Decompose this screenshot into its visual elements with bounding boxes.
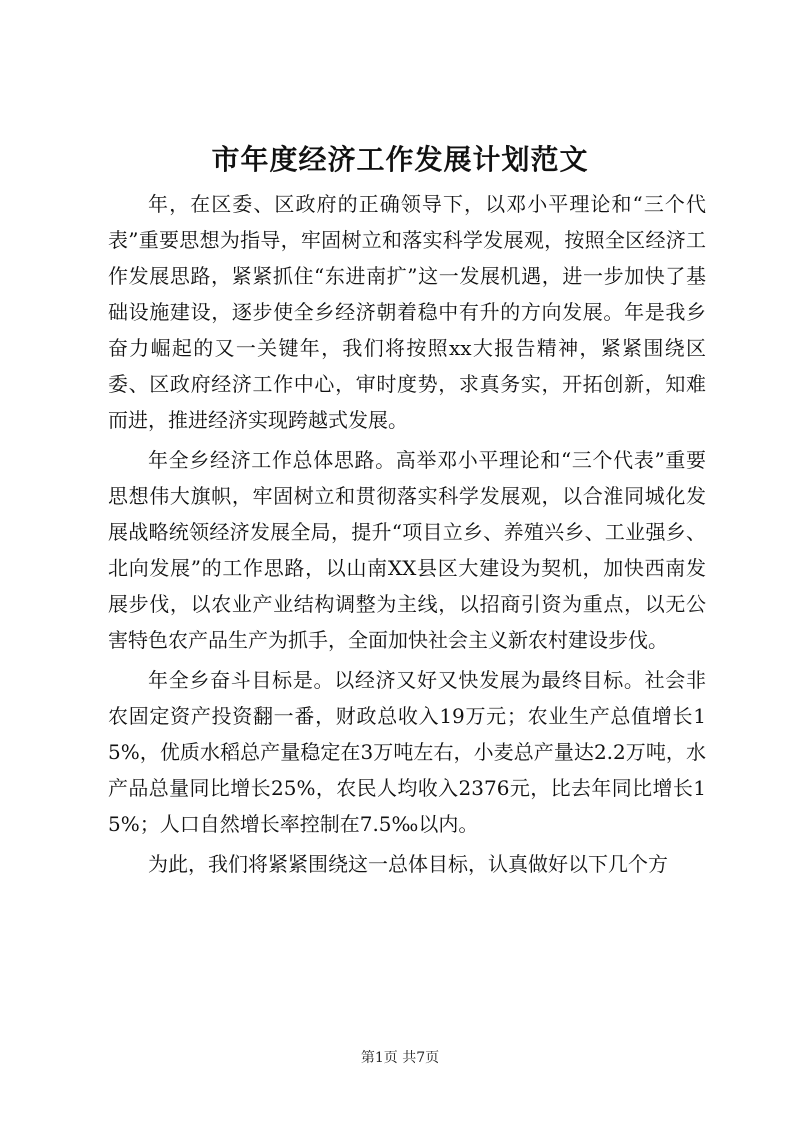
paragraph-goals: 年全乡奋斗目标是。以经济又好又快发展为最终目标。社会非农固定资产投资翻一番，财政总收入19万元；农业生产总值增长15%，优质水稻总产量稳定在3万吨左右，小麦总产量达2.2万吨，水产品总量同比增长25%，农民人均收入2376元，比去年同比增长15%；人口自然增长率控制在7.5‰以内。 <box>108 668 706 836</box>
page-title: 市年度经济工作发展计划范文 <box>211 143 589 176</box>
paragraph-measures: 为此，我们将紧紧围绕这一总体目标，认真做好以下几个方 <box>148 852 668 876</box>
page-number-footer: 第1页 共7页 <box>360 1050 440 1066</box>
paragraph-overall-approach: 年全乡经济工作总体思路。高举邓小平理论和“三个代表”重要思想伟大旗帜，牢固树立和贯彻落实科学发展观，以合淮同城化发展战略统领经济发展全局，提升“项目立乡、养殖兴乡、工业强乡、北向发展”的工作思路，以山南XX县区大建设为契机，加快西南发展步伐，以农业产业结构调整为主线，以招商引资为重点，以无公害特色农产品生产为抓手，全面加快社会主义新农村建设步伐。 <box>108 448 706 652</box>
document-body <box>108 186 706 882</box>
paragraph-intro: 年，在区委、区政府的正确领导下，以邓小平理论和“三个代表”重要思想为指导，牢固树立和落实科学发展观，按照全区经济工作发展思路，紧紧抓住“东进南扩”这一发展机遇，进一步加快了基础设施建设，逐步使全乡经济朝着稳中有升的方向发展。年是我乡奋力崛起的又一关键年，我们将按照xx大报告精神，紧紧围绕区委、区政府经济工作中心，审时度势，求真务实，开拓创新，知难而进，推进经济实现跨越式发展。 <box>108 192 706 432</box>
